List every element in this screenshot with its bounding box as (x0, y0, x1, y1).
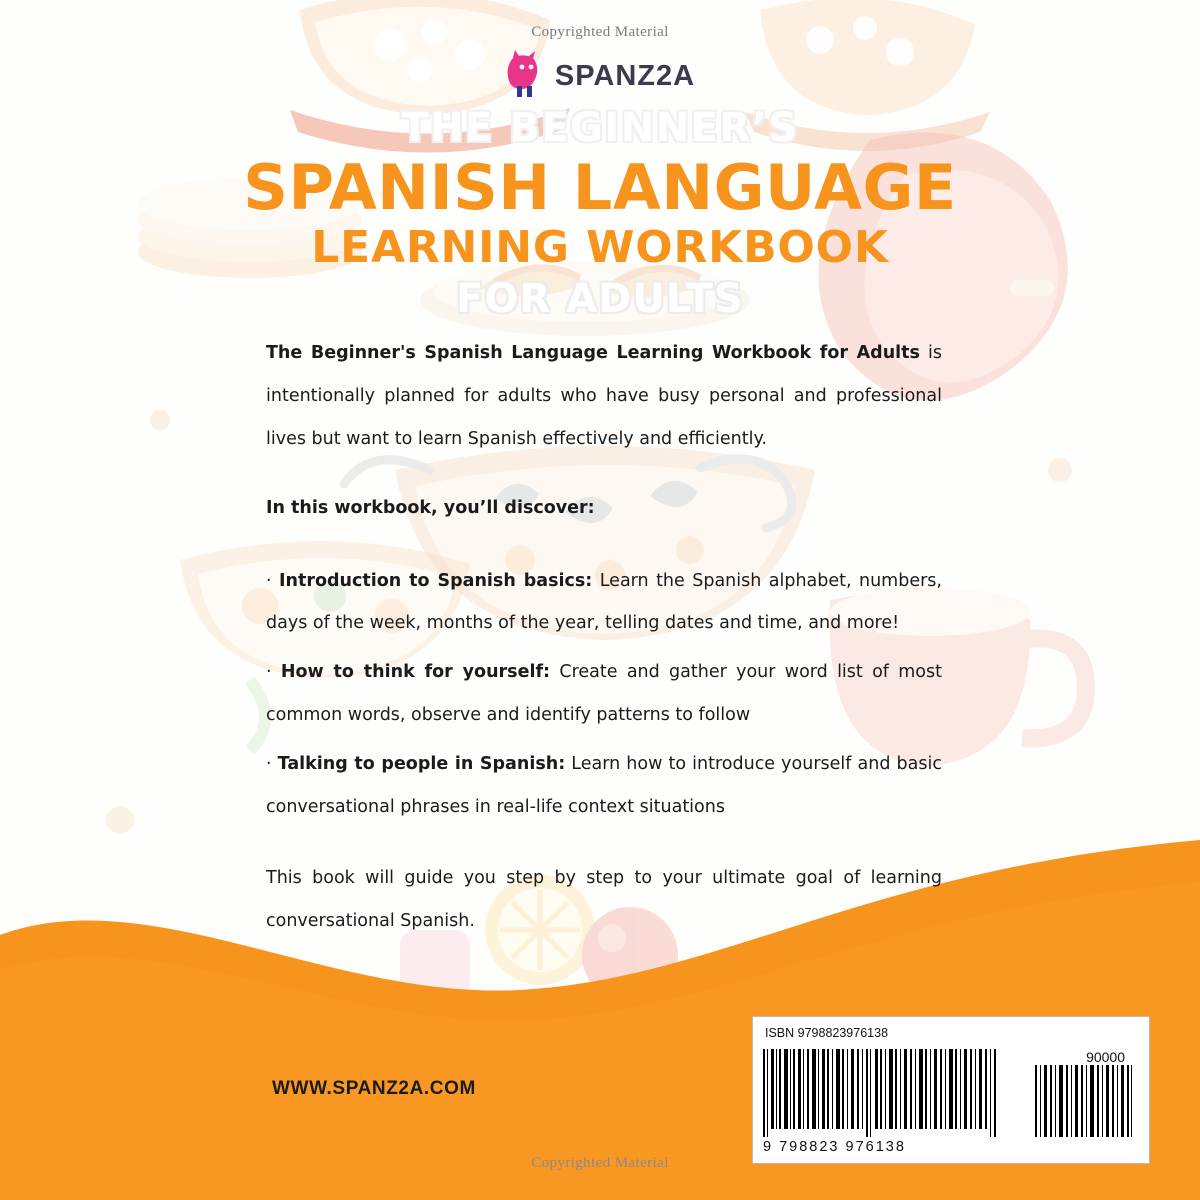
copyright-bottom-label: Copyrighted Material (531, 1155, 669, 1171)
bullet-marker: · (266, 570, 272, 591)
list-item (266, 560, 942, 646)
list-item (266, 651, 942, 737)
intro-paragraph-rest: is intentionally planned for adults who have busy personal and professional lives but want to learn Spanish effectively and efficiently. (266, 343, 943, 449)
bullet-text: Learn the Spanish alphabet, numbers, days of the week, months of the year, telling dates and time, and more! (266, 570, 942, 634)
cover-title-block (0, 105, 1200, 322)
website-url[interactable]: WWW.SPANZ2A.COM (272, 1078, 476, 1099)
closing-paragraph: This book will guide you step by step to your ultimate goal of learning conversational Spanish. (266, 867, 942, 931)
bullet-bold-label: How to think for yourself: (280, 662, 551, 683)
barcode-addon-bars (1035, 1065, 1135, 1137)
discover-heading: In this workbook, you’ll discover: (266, 497, 595, 518)
barcode-digits: 9 798823 976138 (763, 1139, 906, 1155)
intro-bold-title: The Beginner's Spanish Language Learning Workbook for Adults (266, 343, 920, 363)
bullet-text: Learn how to introduce yourself and basic conversational phrases in real-life context situations (266, 754, 942, 817)
llama-logo-icon (505, 50, 547, 103)
intro-paragraph (266, 332, 942, 461)
title-line-1: THE BEGINNER’S (401, 105, 799, 151)
bullet-marker: · (266, 754, 272, 774)
isbn-label: ISBN 9798823976138 (765, 1026, 889, 1040)
copyright-top-label: Copyrighted Material (531, 24, 669, 40)
bullet-text: Create and gather your word list of most common words, observe and identify patterns to follow (266, 662, 942, 726)
title-line-2: SPANISH LANGUAGE (243, 151, 957, 224)
list-item (266, 743, 942, 829)
bullet-bold-label: Introduction to Spanish basics: (279, 570, 593, 591)
back-cover-copy (266, 332, 942, 943)
bullet-bold-label: Talking to people in Spanish: (277, 754, 566, 774)
brand-logo (0, 50, 1200, 103)
barcode-block (752, 1016, 1150, 1164)
brand-logo-text: SPANZ2A (554, 60, 696, 92)
price-code-label: 90000 (1086, 1049, 1125, 1065)
barcode-main-bars (763, 1049, 1001, 1137)
title-line-3: LEARNING WORKBOOK (311, 222, 889, 274)
feature-bullet-list (266, 560, 942, 829)
title-line-4: FOR ADULTS (456, 276, 744, 323)
bullet-marker: · (266, 662, 272, 683)
